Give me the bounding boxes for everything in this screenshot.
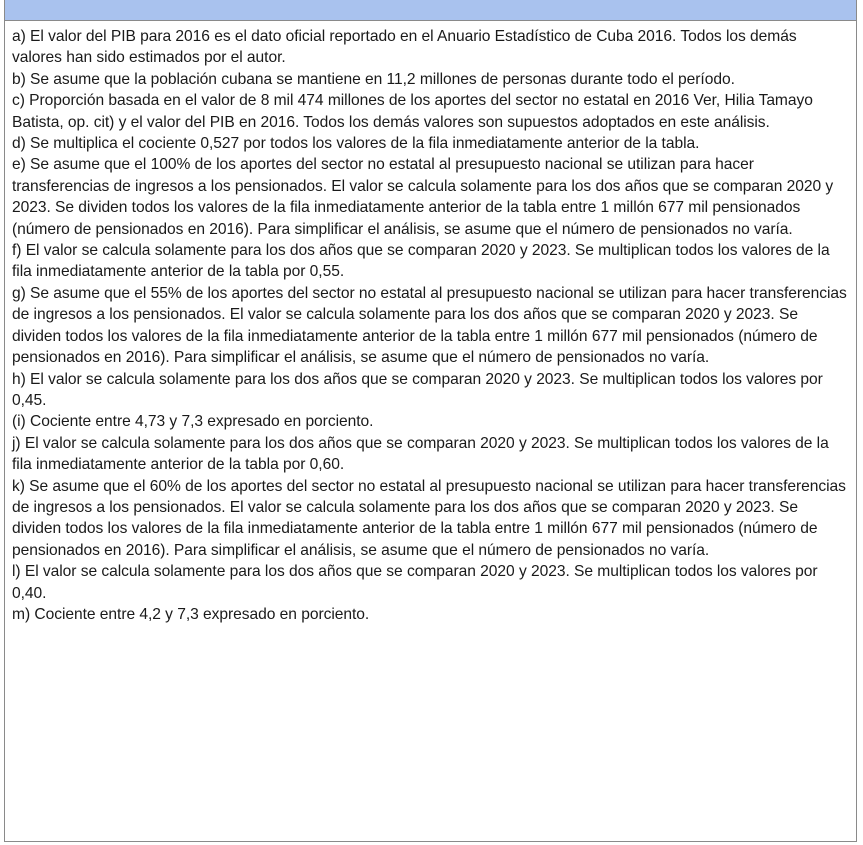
footnote-l: l) El valor se calcula solamente para los dos años que se comparan 2020 y 2023. Se multiplican todos los valores por 0,40. (12, 563, 818, 602)
footnote-g: g) Se asume que el 55% de los aportes del sector no estatal al presupuesto nacional se utilizan para hacer transferencias de ingresos a los pensionados. El valor se calcula solamente para los dos años que se comparan 2020 y 2023. Se dividen todos los valores de la fila inmediatamente anterior de la tabla entre 1 millón 677 mil pensionados (número de pensionados en 2016). Para simplificar el análisis, se asume que el número de pensionados no varía. (12, 284, 847, 367)
footnote-f: f) El valor se calcula solamente para los dos años que se comparan 2020 y 2023. Se multiplican todos los valores de la fila inmediatamente anterior de la tabla por 0,55. (12, 242, 830, 281)
footnote-d: d) Se multiplica el cociente 0,527 por todos los valores de la fila inmediatamente anterior de la tabla. (12, 135, 700, 153)
footnote-m: m) Cociente entre 4,2 y 7,3 expresado en porciento. (12, 605, 370, 623)
footnote-b: b) Se asume que la población cubana se mantiene en 11,2 millones de personas durante todo el período. (12, 70, 735, 88)
notes-table (4, 0, 857, 842)
footnote-j: j) El valor se calcula solamente para los dos años que se comparan 2020 y 2023. Se multiplican todos los valores de la fila inmediatamente anterior de la tabla por 0,60. (12, 434, 829, 474)
footnote-a: a) El valor del PIB para 2016 es el dato oficial reportado en el Anuario Estadístico de Cuba 2016. Todos los demás valores han sido estimados por el autor. (12, 28, 797, 67)
footnote-i: (i) Cociente entre 4,73 y 7,3 expresado en porciento. (12, 413, 374, 431)
footnote-c: c) Proporción basada en el valor de 8 mil 474 millones de los aportes del sector no estatal en 2016 Ver, Hilia Tamayo Batista, op. cit) y el valor del PIB en 2016. Todos los demás valores son supuestos adoptados en este análisis. (12, 92, 813, 131)
footnotes-list (5, 21, 856, 625)
footnote-e: e) Se asume que el 100% de los aportes del sector no estatal al presupuesto nacional se utilizan para hacer transferencias de ingresos a los pensionados. El valor se calcula solamente para los dos años que se comparan 2020 y 2023. Se dividen todos los valores de la fila inmediatamente anterior de la tabla entre 1 millón 677 mil pensionados (número de pensionados en 2016). Para simplificar el análisis, se asume que el número de pensionados no varía. (12, 156, 834, 238)
table-header-bar (5, 0, 856, 21)
footnote-k: k) Se asume que el 60% de los aportes del sector no estatal al presupuesto nacional se utilizan para hacer transferencias de ingresos a los pensionados. El valor se calcula solamente para los dos años que se comparan 2020 y 2023. Se dividen todos los valores de la fila inmediatamente anterior de la tabla entre 1 millón 677 mil pensionados (número de pensionados en 2016). Para simplificar el análisis, se asume que el número de pensionados no varía. (12, 477, 846, 559)
footnote-h: h) El valor se calcula solamente para los dos años que se comparan 2020 y 2023. Se multiplican todos los valores por 0,45. (12, 370, 823, 409)
